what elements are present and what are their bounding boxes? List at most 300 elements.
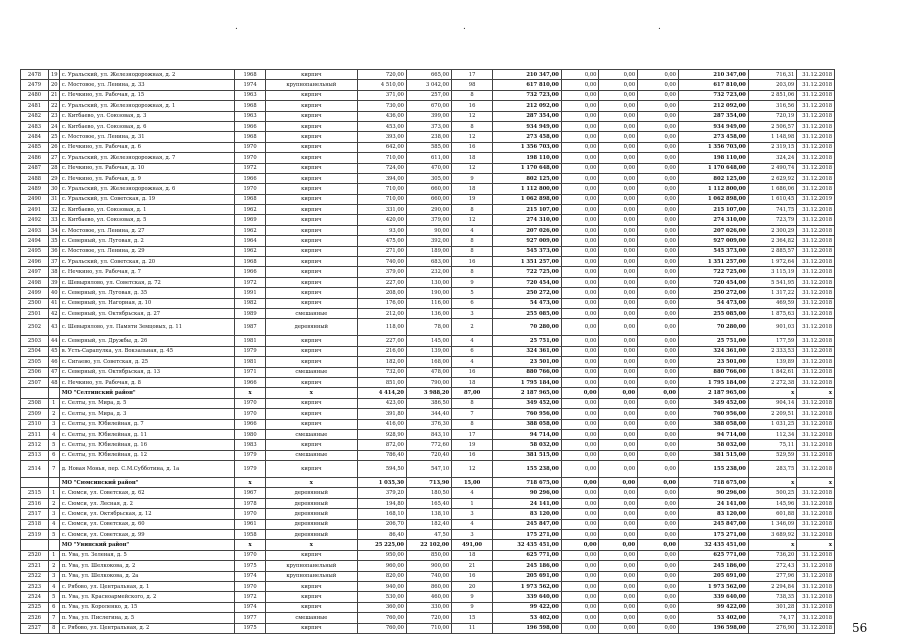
table-cell: 360,00	[357, 602, 406, 612]
table-cell: 0,00	[599, 550, 638, 560]
table-cell: 37	[48, 257, 59, 267]
table-cell: 44	[48, 336, 59, 346]
table-cell: 2508	[21, 398, 49, 408]
table-row	[21, 450, 835, 460]
table-cell: 139,00	[406, 346, 451, 356]
table-cell: деревянный	[266, 519, 357, 529]
table-cell: 277,96	[748, 571, 796, 581]
table-cell: 0,00	[561, 488, 599, 498]
table-cell: с. Шевырялово, ул. Советская, д. 72	[59, 277, 234, 287]
table-cell: 17	[452, 429, 493, 439]
table-cell: 0,00	[599, 205, 638, 215]
table-cell: 460,00	[406, 592, 451, 602]
table-cell: 2	[48, 409, 59, 419]
table-cell: 1975	[234, 623, 265, 633]
table-cell: 18	[452, 184, 493, 194]
table-cell: 31.12.2018	[797, 236, 835, 246]
table-cell: 373,00	[406, 121, 451, 131]
table-cell: с. Нечкино, ул. Рабочая, д. 7	[59, 267, 234, 277]
table-cell: 1981	[234, 336, 265, 346]
table-cell: с. Селты, ул. Мира, д. 3	[59, 409, 234, 419]
table-cell: 4	[452, 519, 493, 529]
table-row	[21, 101, 835, 111]
table-cell: 31.12.2018	[797, 90, 835, 100]
table-cell: 31.12.2018	[797, 246, 835, 256]
table-cell: 2 300,29	[748, 225, 796, 235]
table-cell: 872,00	[357, 440, 406, 450]
table-cell: 1 610,45	[748, 194, 796, 204]
table-cell: 83 120,00	[493, 509, 562, 519]
table-cell: 31.12.2018	[797, 530, 835, 540]
table-cell: 2511	[21, 429, 49, 439]
table-cell: 391,80	[357, 409, 406, 419]
table-cell: 287 354,00	[679, 111, 749, 121]
table-cell: кирпич	[266, 132, 357, 142]
table-row	[21, 215, 835, 225]
table-cell: 0,00	[561, 236, 599, 246]
table-cell: 1 351 257,00	[679, 257, 749, 267]
table-cell: 2520	[21, 550, 49, 560]
table-cell: 31.12.2018	[797, 111, 835, 121]
table-cell	[21, 388, 49, 398]
table-cell: 18	[452, 550, 493, 560]
table-row	[21, 336, 835, 346]
table-cell: 2492	[21, 215, 49, 225]
table-cell: 31.12.2018	[797, 319, 835, 336]
table-cell: с. Сюмси, ул. Октябрьская, д. 12	[59, 509, 234, 519]
table-cell: 529,59	[748, 450, 796, 460]
table-cell: 0,00	[561, 173, 599, 183]
table-cell: 1	[452, 498, 493, 508]
table-cell: 2517	[21, 509, 49, 519]
table-cell: 2485	[21, 142, 49, 152]
table-cell: 283,75	[748, 461, 796, 478]
table-cell: 716,31	[748, 70, 796, 80]
table-cell: 2513	[21, 450, 49, 460]
table-cell: с. Северный, ул. Луговая, д. 35	[59, 288, 234, 298]
table-cell: 2496	[21, 257, 49, 267]
table-cell: крупнопанельный	[266, 80, 357, 90]
table-cell: 205 691,00	[679, 571, 749, 581]
table-cell: 3	[48, 571, 59, 581]
table-cell: с. Селты, ул. Юбилейная, д. 16	[59, 440, 234, 450]
table-cell: 2522	[21, 571, 49, 581]
table-cell: 5	[48, 592, 59, 602]
table-cell: 710,00	[357, 153, 406, 163]
table-cell: 0,00	[561, 461, 599, 478]
table-cell: 740,00	[357, 257, 406, 267]
table-cell: 0,00	[561, 225, 599, 235]
table-cell: 0,00	[638, 346, 679, 356]
table-cell: 0,00	[561, 142, 599, 152]
table-cell: 2501	[21, 308, 49, 318]
table-cell: с. Китбаево, ул. Союзовая, д. 3	[59, 111, 234, 121]
table-cell: 0,00	[599, 357, 638, 367]
table-cell: 8	[452, 398, 493, 408]
table-cell: 0,00	[561, 111, 599, 121]
table-cell: 31.12.2018	[797, 571, 835, 581]
table-row	[21, 80, 835, 90]
table-cell: 2524	[21, 592, 49, 602]
table-cell: 1964	[234, 236, 265, 246]
scan-mark: .	[658, 22, 661, 32]
table-cell: 31.12.2018	[797, 519, 835, 529]
table-cell: 0,00	[638, 509, 679, 519]
table-cell: 1970	[234, 581, 265, 591]
table-cell: в. Усть-Сарапулка, ул. Вокзальная, д. 45	[59, 346, 234, 356]
table-cell: 21	[48, 90, 59, 100]
table-cell: 1970	[234, 184, 265, 194]
table-cell: 394,00	[357, 173, 406, 183]
table-cell: 718 675,00	[493, 478, 562, 488]
table-cell: 0,00	[638, 592, 679, 602]
table-cell: деревянный	[266, 498, 357, 508]
table-cell: 25 751,00	[679, 336, 749, 346]
table-cell: 31.12.2018	[797, 592, 835, 602]
table-cell: 2479	[21, 80, 49, 90]
table-cell: 31.12.2018	[797, 132, 835, 142]
table-cell: 760,00	[357, 613, 406, 623]
table-row	[21, 319, 835, 336]
table-cell: 155 238,00	[493, 461, 562, 478]
table-cell: 469,59	[748, 298, 796, 308]
table-row	[21, 367, 835, 377]
table-cell: 4	[452, 488, 493, 498]
table-cell: 720,40	[406, 450, 451, 460]
table-cell: 207 026,00	[679, 225, 749, 235]
table-cell: 2527	[21, 623, 49, 633]
table-cell: 5	[48, 530, 59, 540]
table-cell: 601,88	[748, 509, 796, 519]
table-cell: 2514	[21, 461, 49, 478]
table-cell: с. Уральский, ул. Железнодорожная, д. 6	[59, 184, 234, 194]
table-cell: 196 598,00	[679, 623, 749, 633]
table-cell: 392,00	[406, 236, 451, 246]
table-cell: 2 506,57	[748, 121, 796, 131]
table-cell: 31.12.2018	[797, 173, 835, 183]
table-cell: 710,00	[357, 194, 406, 204]
table-cell: 0,00	[561, 153, 599, 163]
table-cell: п. Ува, ул. Шелкокова, д. 2	[59, 561, 234, 571]
table-cell: 216,00	[357, 346, 406, 356]
table-cell: 625 771,00	[493, 550, 562, 560]
table-cell: 388 058,00	[679, 419, 749, 429]
table-cell: 19	[48, 70, 59, 80]
table-cell: 453,00	[357, 121, 406, 131]
table-cell: 0,00	[599, 498, 638, 508]
table-cell: с. Сюмси, ул. Лесная, д. 2	[59, 498, 234, 508]
table-cell: 0,00	[599, 488, 638, 498]
table-cell: кирпич	[266, 550, 357, 560]
table-row	[21, 398, 835, 408]
table-cell: 1 035,30	[357, 478, 406, 488]
table-cell: п. Ува, ул. Короленко, д. 15	[59, 602, 234, 612]
table-cell: 18	[452, 377, 493, 387]
table-cell: 393,00	[357, 132, 406, 142]
table-row	[21, 277, 835, 287]
table-cell: 934 949,00	[493, 121, 562, 131]
table-row	[21, 613, 835, 623]
table-cell: 0,00	[561, 550, 599, 560]
table-cell: кирпич	[266, 592, 357, 602]
table-row	[21, 498, 835, 508]
table-cell: 720,00	[357, 70, 406, 80]
table-row	[21, 550, 835, 560]
table-cell: 0,00	[638, 80, 679, 90]
table-cell: 736,20	[748, 550, 796, 560]
table-cell: 0,00	[638, 440, 679, 450]
table-cell: 215 107,00	[679, 205, 749, 215]
table-cell: 32	[48, 205, 59, 215]
table-cell: 0,00	[561, 319, 599, 336]
table-cell: 1 112 800,00	[493, 184, 562, 194]
table-cell: 0,00	[638, 288, 679, 298]
housing-register-table	[20, 69, 835, 634]
table-cell: 23 501,00	[493, 357, 562, 367]
table-row	[21, 194, 835, 204]
table-cell: 545 373,00	[493, 246, 562, 256]
table-cell: смешанные	[266, 367, 357, 377]
table-cell: с. Мостовое, ул. Ленина, д. 27	[59, 225, 234, 235]
table-cell: 1 973 562,00	[679, 581, 749, 591]
table-cell: 18	[452, 153, 493, 163]
table-cell: 928,90	[357, 429, 406, 439]
table-cell: 349 452,00	[679, 398, 749, 408]
table-cell: 99 422,00	[493, 602, 562, 612]
table-cell: 4	[452, 357, 493, 367]
table-cell: с. Нечкино, ул. Рабочая, д. 9	[59, 173, 234, 183]
table-cell: 0,00	[561, 581, 599, 591]
table-cell: 16	[452, 571, 493, 581]
table-row	[21, 581, 835, 591]
table-cell: 245 186,00	[493, 561, 562, 571]
table-cell: д. Новая Монья, пер. С.М.Субботина, д. 1а	[59, 461, 234, 478]
table-cell: 17	[452, 70, 493, 80]
table-cell: 0,00	[599, 419, 638, 429]
table-cell: 0,00	[638, 90, 679, 100]
table-cell: 718 675,00	[679, 478, 749, 488]
table-cell: 8	[48, 623, 59, 633]
table-cell: 45	[48, 346, 59, 356]
table-cell: кирпич	[266, 215, 357, 225]
table-cell: 0,00	[599, 478, 638, 488]
table-cell: 0,00	[638, 367, 679, 377]
table-cell: смешанные	[266, 613, 357, 623]
table-cell: с. Северный, ул. Нагорная, д. 10	[59, 298, 234, 308]
table-cell: 20	[452, 581, 493, 591]
table-cell: 802 125,00	[679, 173, 749, 183]
table-cell: 31.12.2018	[797, 498, 835, 508]
table-cell: 0,00	[561, 519, 599, 529]
table-cell: 206,70	[357, 519, 406, 529]
table-cell: с. Сюмси, ул. Советская, д. 60	[59, 519, 234, 529]
table-cell: 1974	[234, 602, 265, 612]
table-cell: 2504	[21, 346, 49, 356]
table-cell: х	[748, 478, 796, 488]
table-cell: 1972	[234, 592, 265, 602]
table-cell: 31.12.2018	[797, 101, 835, 111]
table-cell: кирпич	[266, 205, 357, 215]
table-cell: 0,00	[638, 488, 679, 498]
table-cell: 760 956,00	[679, 409, 749, 419]
table-cell: 116,00	[406, 298, 451, 308]
table-cell: с. Сюмси, ул. Советская, д. 62	[59, 488, 234, 498]
table-cell: 1970	[234, 509, 265, 519]
table-cell: 1 031,25	[748, 419, 796, 429]
table-row	[21, 121, 835, 131]
table-cell: кирпич	[266, 623, 357, 633]
table-cell: 2498	[21, 277, 49, 287]
table-cell: 1967	[234, 488, 265, 498]
table-cell: 31.12.2018	[797, 277, 835, 287]
table-cell: 1	[48, 488, 59, 498]
table-cell: 0,00	[638, 267, 679, 277]
table-cell: с. Сигаево, ул. Советская, д. 25	[59, 357, 234, 367]
table-cell: 1970	[234, 142, 265, 152]
table-cell: 78,00	[406, 319, 451, 336]
table-row	[21, 184, 835, 194]
table-cell: 1980	[234, 429, 265, 439]
table-cell: 2 209,51	[748, 409, 796, 419]
table-cell: 1978	[234, 498, 265, 508]
table-cell: 31.12.2018	[797, 461, 835, 478]
table-cell: 1963	[234, 90, 265, 100]
table-cell: 43	[48, 319, 59, 336]
table-cell: 2503	[21, 336, 49, 346]
table-cell: 0,00	[561, 308, 599, 318]
table-cell: 31.12.2018	[797, 419, 835, 429]
table-cell: 1982	[234, 298, 265, 308]
table-cell: кирпич	[266, 602, 357, 612]
table-cell: 1977	[234, 613, 265, 623]
summary-row	[21, 388, 835, 398]
table-cell: 198 110,00	[679, 153, 749, 163]
table-cell: кирпич	[266, 267, 357, 277]
table-cell: с. Нечкино, ул. Рабочая, д. 15	[59, 90, 234, 100]
table-cell: 46	[48, 357, 59, 367]
table-cell: 2505	[21, 357, 49, 367]
table-cell: 0,00	[638, 132, 679, 142]
table-cell: 0,00	[638, 215, 679, 225]
table-cell: 732 723,00	[493, 90, 562, 100]
table-cell: 2 490,74	[748, 163, 796, 173]
table-cell: 2 629,92	[748, 173, 796, 183]
table-cell: 1962	[234, 205, 265, 215]
table-cell: 212,00	[357, 308, 406, 318]
table-cell: 94 714,00	[679, 429, 749, 439]
table-cell: 0,00	[638, 308, 679, 318]
table-cell: 1968	[234, 132, 265, 142]
table-row	[21, 509, 835, 519]
table-cell: 3 115,19	[748, 267, 796, 277]
table-row	[21, 377, 835, 387]
table-cell: 0,00	[599, 121, 638, 131]
table-cell: 2483	[21, 121, 49, 131]
table-cell: 0,00	[599, 602, 638, 612]
table-cell: 0,00	[561, 602, 599, 612]
table-cell: кирпич	[266, 298, 357, 308]
table-cell: 182,00	[357, 357, 406, 367]
table-cell: 1970	[234, 409, 265, 419]
table-cell: 16	[452, 450, 493, 460]
table-cell: 732,00	[357, 367, 406, 377]
table-cell: 0,00	[599, 613, 638, 623]
table-cell: 2516	[21, 498, 49, 508]
table-cell: 2507	[21, 377, 49, 387]
table-cell: 4 414,20	[357, 388, 406, 398]
table-cell: 710,00	[357, 184, 406, 194]
table-row	[21, 440, 835, 450]
table-cell: 547,10	[406, 461, 451, 478]
table-cell: 175 271,00	[679, 530, 749, 540]
table-cell: 9	[452, 592, 493, 602]
table-cell: 1983	[234, 440, 265, 450]
table-cell: 0,00	[638, 121, 679, 131]
table-cell: 0,00	[638, 419, 679, 429]
table-cell: 0,00	[638, 388, 679, 398]
table-cell: 0,00	[638, 298, 679, 308]
table-cell: 0,00	[561, 90, 599, 100]
table-cell: 0,00	[561, 205, 599, 215]
table-cell: 1 317,22	[748, 288, 796, 298]
table-cell: 31.12.2018	[797, 581, 835, 591]
table-cell: 35	[48, 236, 59, 246]
table-cell: с. Мостовое, ул. Ленина, д. 33	[59, 80, 234, 90]
table-cell: 4	[48, 519, 59, 529]
table-cell: 339 640,00	[493, 592, 562, 602]
table-cell: 24 141,00	[679, 498, 749, 508]
table-cell: 1968	[234, 70, 265, 80]
table-cell: 70 280,00	[679, 319, 749, 336]
table-cell: 31.12.2018	[797, 346, 835, 356]
table-cell: 0,00	[561, 509, 599, 519]
table-cell: 0,00	[638, 550, 679, 560]
table-cell: 34	[48, 225, 59, 235]
table-cell: 0,00	[599, 111, 638, 121]
table-cell: кирпич	[266, 101, 357, 111]
table-cell: с. Северный, ул. Октябрьская, д. 27	[59, 308, 234, 318]
table-cell: 1987	[234, 319, 265, 336]
table-cell: 330,00	[406, 602, 451, 612]
table-cell: 0,00	[561, 298, 599, 308]
table-cell: 0,00	[561, 429, 599, 439]
table-cell: 1966	[234, 121, 265, 131]
table-cell: 0,00	[638, 357, 679, 367]
table-cell: 475,00	[357, 236, 406, 246]
table-cell: 1 972,64	[748, 257, 796, 267]
table-cell: 1966	[234, 173, 265, 183]
table-cell: 0,00	[561, 132, 599, 142]
table-cell: 0,00	[638, 194, 679, 204]
table-cell: 880 766,00	[493, 367, 562, 377]
table-cell: 0,00	[599, 80, 638, 90]
table-row	[21, 236, 835, 246]
table-cell: 2486	[21, 153, 49, 163]
table-cell: 2 187 965,00	[493, 388, 562, 398]
table-cell: 11	[452, 623, 493, 633]
table-cell: 950,00	[357, 550, 406, 560]
table-cell: смешанные	[266, 429, 357, 439]
table-cell: кирпич	[266, 581, 357, 591]
table-cell: 31.12.2018	[797, 488, 835, 498]
table-cell: 2518	[21, 519, 49, 529]
table-cell: 190,00	[406, 288, 451, 298]
table-cell: 2480	[21, 90, 49, 100]
table-cell: 25 751,00	[493, 336, 562, 346]
table-cell: 0,00	[599, 346, 638, 356]
table-cell: 54 473,00	[679, 298, 749, 308]
table-cell: 0,00	[599, 70, 638, 80]
